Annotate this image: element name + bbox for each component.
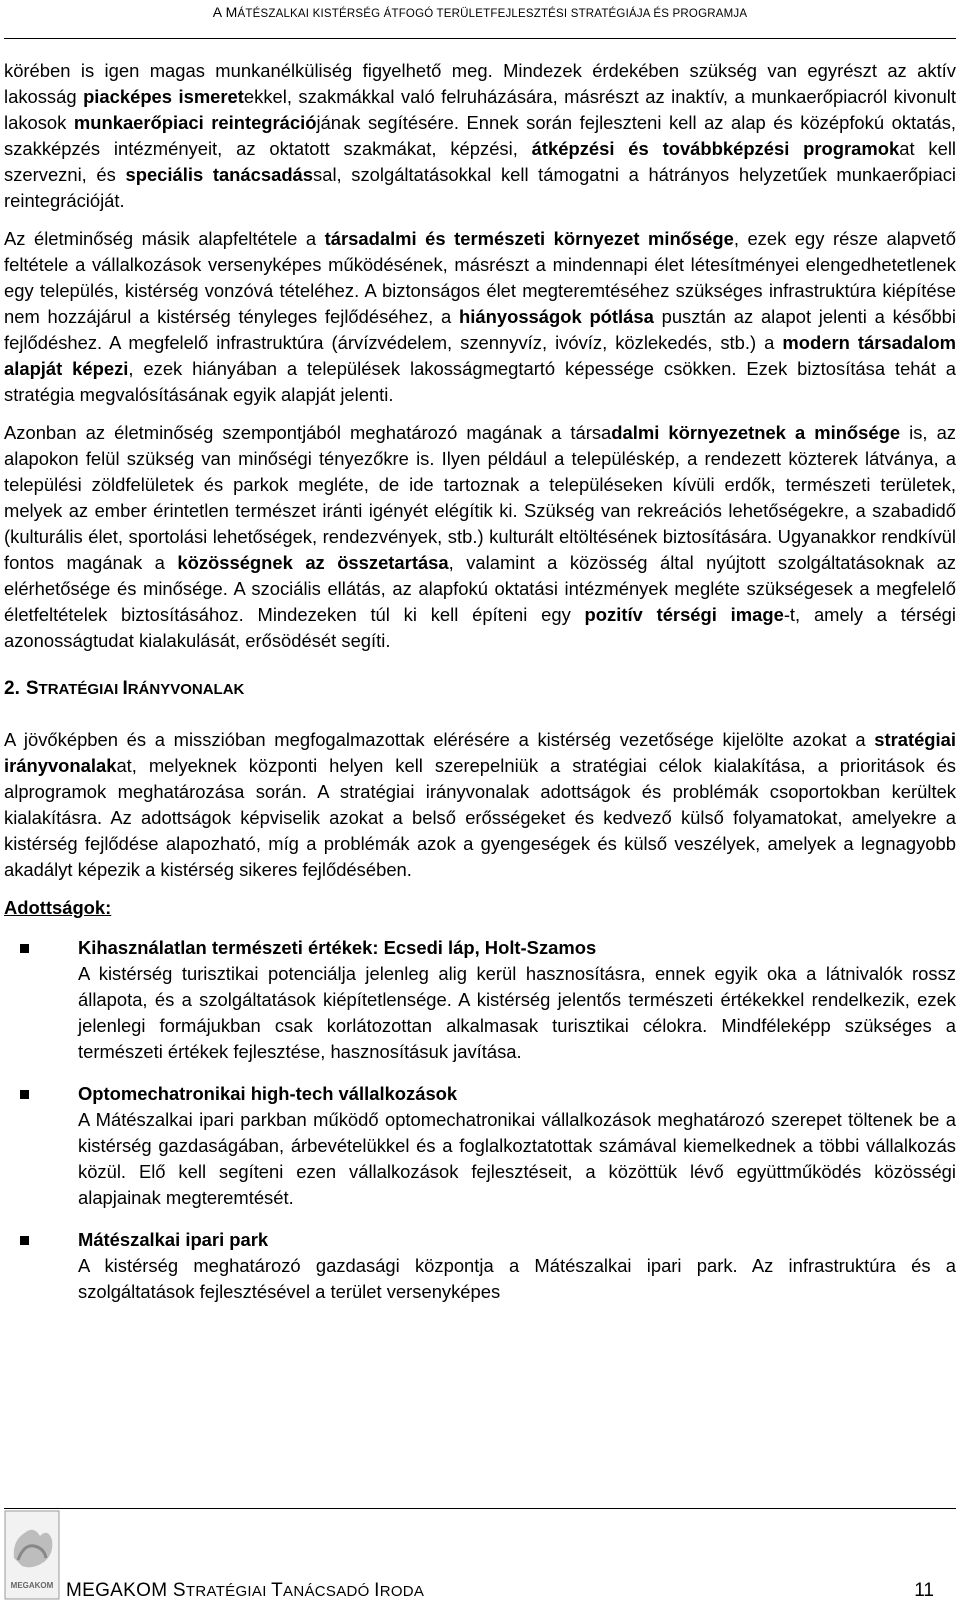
org-part: MEGAKOM [66, 1580, 173, 1601]
bold-phrase: társadalmi és természeti környezet minősége [324, 228, 734, 249]
text-run: körében is igen magas munkanélküliség figyelhető meg. Mindezek érdekében szükség van egyrészt az aktív lakosság [4, 60, 956, 107]
adottsagok-list [4, 935, 956, 1305]
page-number: 11 [914, 1580, 934, 1601]
text-run: at, melyeknek központi helyen kell szerepelniük a stratégiai célok kialakítása, a prioritások és alprogramok meghatározása során. A stratégiai irányvonalak adottságok és problémák csoportokban kerültek kialakításra. Az adottságok képviselik azokat a belső erősségeket és kedvező külső folyamatokat, amelyekre a kistérség fejlődése alapozható, míg a problémák azok a gyengeségek és külső veszélyek, amelyek a legnagyobb akadályt képezik a kistérség sikeres fejlődésében. [4, 755, 956, 880]
adottsag-text: A kistérség meghatározó gazdasági központja a Mátészalkai ipari park. Az infrastruktúra és a szolgáltatások fejlesztésével a terület versenyképes [78, 1255, 956, 1302]
text-run: , ezek egy része alapvető feltétele a vállalkozások versenyképes működésének, másrészt a mindennapi élet létesítményei elengedhetetlenek egy település, kistérség vonzóvá tételéhez. A biztonságos élet megteremtéséhez szükséges infrastruktúra kiépítése nem hozzájárul a kistérség tényleges fejlődéséhez, a [4, 228, 956, 327]
text-part: RÁNYVONALAK [127, 681, 245, 698]
adottsag-item [4, 935, 956, 1065]
org-part: TRATÉGIAI [185, 1583, 272, 1600]
org-part: I [374, 1580, 380, 1601]
adottsag-title: Kihasználatlan természeti értékek: Ecsedi láp, Holt-Szamos [78, 937, 597, 958]
megakom-logo [4, 1510, 60, 1600]
text-run: jának segítésére. Ennek során fejleszteni kell az alap és középfokú oktatás, szakképzés intézményeit, az oktatott szakmákat, képzési, [4, 112, 957, 159]
square-bullet-icon [20, 944, 29, 953]
text-run: Az életminőség másik alapfeltétele a [4, 228, 325, 249]
bold-phrase: stratégiai irányvonalak [4, 729, 956, 776]
bold-phrase: speciális tanácsadás [125, 164, 314, 185]
text-run: -t, amely a térségi azonosságtudat kialakulását, erősödését segíti. [4, 604, 956, 651]
text-run: is, az alapokon felül szükség van minőségi tényezőkre is. Ilyen például a településkép, a rendezett közterek látványa, a települési zöldfelületek és parkok megléte, de ide tartoznak a településeken kívüli erdők, természeti területek, melyek az ember érintetlen természet iránti igényét elégítik ki. Szükség van rekreációs lehetőségekre, a szabadidő (kulturális élet, sportolási lehetőségek, rendezvények, stb.) kulturált eltöltésének biztosítására. Ugyanakkor rendkívül fontos magának a [4, 422, 956, 573]
org-part: T [271, 1580, 284, 1601]
bold-phrase: dalmi környezetnek a minősége [611, 422, 901, 443]
bold-phrase: pozitív térségi image [584, 604, 784, 625]
text-part: TRATÉGIAI [38, 681, 123, 698]
section-intro [4, 727, 956, 883]
text-run: Azonban az életminőség szempontjából meghatározó magának a társa [4, 422, 612, 443]
header-rule [4, 38, 956, 39]
section-number: 2. [4, 678, 20, 699]
org-part: S [172, 1580, 186, 1601]
bold-phrase: átképzési és továbbképzési programok [531, 138, 900, 159]
page-content [4, 58, 956, 1321]
paragraph-2 [4, 226, 956, 408]
adottsag-item [4, 1227, 956, 1305]
logo-text: MEGAKOM [10, 1581, 54, 1590]
bold-phrase: munkaerőpiaci reintegráció [73, 112, 317, 133]
title-part: A [212, 4, 226, 20]
adottsag-item [4, 1081, 956, 1211]
square-bullet-icon [20, 1090, 29, 1099]
square-bullet-icon [20, 1236, 29, 1245]
adottsagok-heading: Adottságok: [4, 897, 112, 918]
text-run: ekkel, szakmákkal való felruházására, másrészt az inaktív, a munkaerőpiacról kivonult lakosok [4, 86, 956, 133]
org-part: RODA [379, 1583, 425, 1600]
text-run: , valamint a közösség által nyújtott szolgáltatásoknak az elérhetősége és minősége. A szociális ellátás, az alapfokú oktatási intézmények megléte szükségesek a megfelelő életfeltételek biztosításához. Mindezeken túl ki kell építeni egy [4, 552, 956, 625]
section-title [26, 678, 245, 699]
adottsag-title: Mátészalkai ipari park [78, 1229, 269, 1250]
bold-phrase: közösségnek az összetartása [177, 552, 449, 573]
bold-phrase: piacképes ismeret [83, 86, 244, 107]
text-part: I [122, 678, 128, 699]
bold-phrase: modern társadalom alapját képezi [4, 332, 957, 379]
organization-name [66, 1580, 424, 1602]
title-part: M [225, 4, 238, 20]
paragraph-3 [4, 420, 956, 654]
page-footer [0, 1498, 960, 1613]
org-part: ANÁCSADÓ [283, 1583, 375, 1600]
document-title [213, 4, 747, 20]
adottsag-text: A kistérség turisztikai potenciálja jelenleg alig kerül hasznosításra, ennek egyik oka a látnivalók rossz állapota, és a szolgáltatások kiépítetlensége. A kistérség jelentős természeti értékekkel rendelkezik, ezek jelenlegi formájukban csak korlátozottan alkalmasak turisztikai célokra. Mindféleképp szükséges a természeti értékek fejlesztése, hasznosításuk javítása. [78, 963, 956, 1062]
adottsag-title: Optomechatronikai high-tech vállalkozások [78, 1083, 458, 1104]
bold-phrase: hiányosságok pótlása [459, 306, 654, 327]
text-run: pusztán az alapot jelenti a későbbi fejlődéshez. A megfelelő infrastruktúra (árvízvédelem, szennyvíz, ivóvíz, közlekedés, stb.) a [4, 306, 956, 353]
adottsag-text: A Mátészalkai ipari parkban működő optomechatronikai vállalkozások meghatározó szerepet töltenek be a kistérség gazdaságában, árbevételükkel és a foglalkoztatottak számával kiemelkednek a többi vállalkozás közül. Elő kell segíteni ezen vállalkozások fejlesztéseit, a közöttük lévő együttműködés közösségi alapjainak megteremtését. [78, 1109, 956, 1208]
paragraph-1 [4, 58, 956, 214]
text-run: , ezek hiányában a települések lakosságmegtartó képessége csökken. Ezek biztosítása tehát a stratégia megvalósításának egyik alapját jelenti. [4, 358, 957, 405]
text-run: at kell szervezni, és [4, 138, 956, 185]
text-run: A jövőképben és a misszióban megfogalmazottak elérésére a kistérség vezetősége kijelölte azokat a [4, 729, 875, 750]
page-header [0, 0, 960, 44]
section-heading [4, 676, 956, 703]
title-part: ÁTÉSZALKAI KISTÉRSÉG ÁTFOGÓ TERÜLETFEJLESZTÉSI STRATÉGIÁJA ÉS PROGRAMJA [237, 8, 748, 20]
text-run: sal, szolgáltatásokkal kell támogatni a hátrányos helyzetűek munkaerőpiaci reintegrációját. [4, 164, 956, 211]
text-part: S [25, 678, 39, 699]
footer-rule [4, 1508, 956, 1509]
